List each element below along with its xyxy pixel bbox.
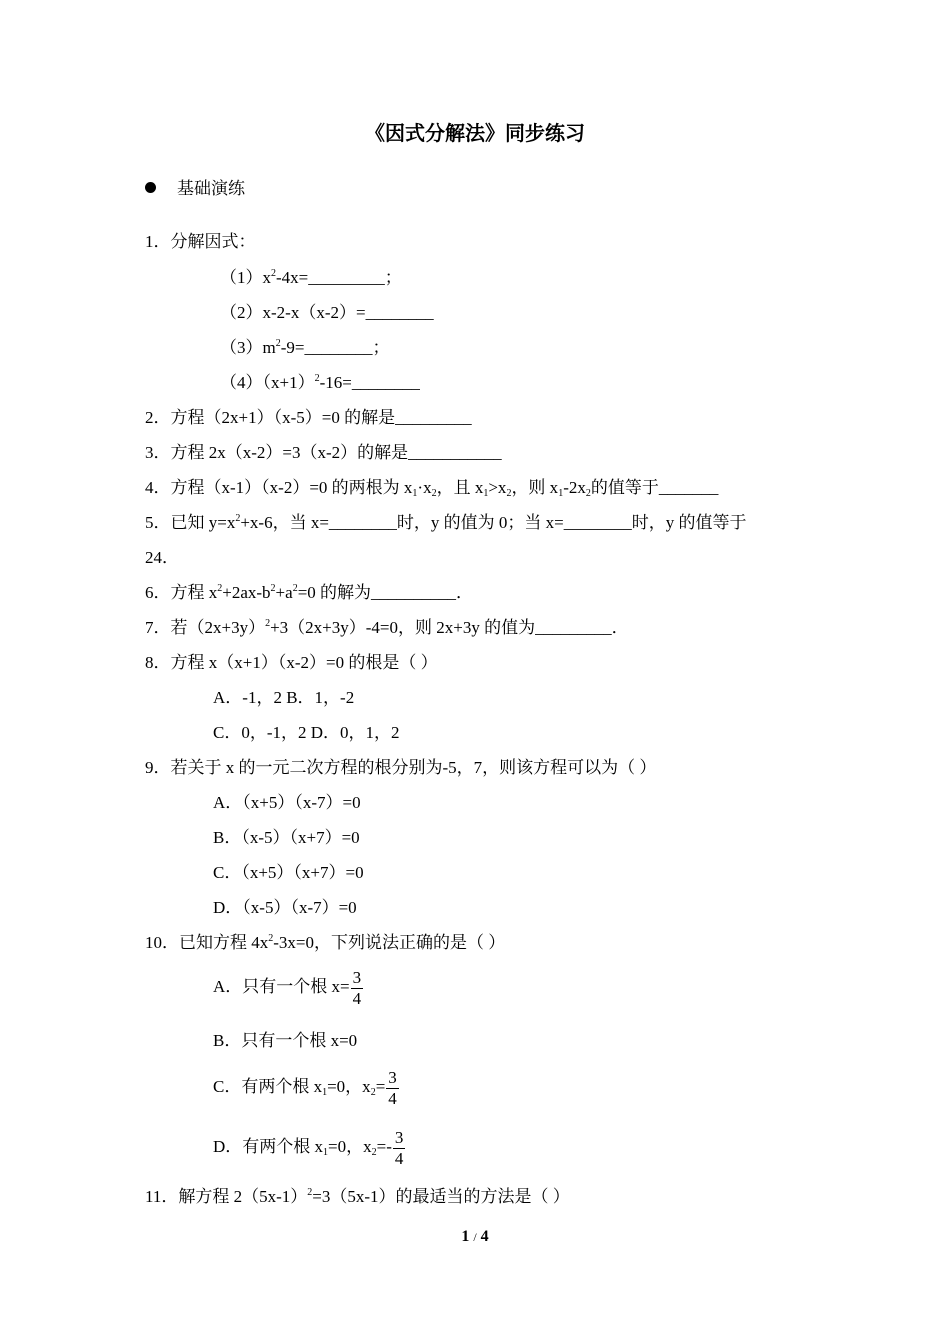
question-8-options-cd: C．0，-1，2 D．0，1，2 <box>213 723 400 742</box>
question-11: 11．解方程 $2(5x-1)^2=3(5x-1)$的最适当的方法是（ ） <box>145 1187 570 1206</box>
fraction: $\frac{3}{4}$ <box>388 1067 397 1108</box>
page-title: 《因式分解法》同步练习 <box>365 123 585 145</box>
question-7: 7．若$(2x+3y)^2+3(2x+3y)-4=0$，则 2x+3y 的值为_________． <box>145 618 629 637</box>
question-2: 2．方程（2x+1）（x-5）=0 的解是_________ <box>145 408 472 427</box>
section-heading <box>145 174 245 199</box>
question-10-stem: 10．已知方程 $4x^2-3x=0$，下列说法正确的是（ ） <box>145 933 506 952</box>
question-8-options-ab: A．-1，2 B．1，-2 <box>213 688 355 707</box>
question-9-option-d: D．（x-5）（x-7）=0 <box>213 898 357 917</box>
question-1-part-1: $(1)x^2-4x=\_\_\_\_\_\_\_\_\_$； <box>220 268 402 287</box>
fraction: $\frac{3}{4}$ <box>394 1127 404 1168</box>
fraction: $\frac{3}{4}$ <box>352 967 362 1008</box>
question-8-stem: 8．方程 x（x+1）（x-2）=0 的根是（ ） <box>145 653 438 672</box>
question-1-part-2: （2）x-2-x（x-2）=________ <box>220 303 434 322</box>
question-9-stem: 9．若关于 x 的一元二次方程的根分别为-5，7，则该方程可以为（ ） <box>145 758 657 777</box>
question-9-option-c: C．（x+5）（x+7）=0 <box>213 863 364 882</box>
question-10-option-c: C．有两个根 $x_1=0$，$x_2=$ $\frac{3}{4}$ <box>213 1067 397 1108</box>
question-9-option-b: B．（x-5）（x+7）=0 <box>213 828 360 847</box>
question-10-option-a: A．只有一个根 x= $\frac{3}{4}$ <box>213 967 362 1008</box>
section-label: 基础演练 <box>177 179 245 198</box>
question-9-option-a: A．（x+5）（x-7）=0 <box>213 793 361 812</box>
question-1-part-4: $(4)(x+1)^2-16=\_\_\_\_\_\_\_\_$ <box>220 373 420 392</box>
question-5: 5．已知 $y=x^2+x-6$，当 x=________时，y 的值为 0；当 x=________时，y 的值等于 <box>145 513 747 532</box>
bullet-icon <box>145 182 156 193</box>
question-3: 3．方程 2x（x-2）=3（x-2）的解是___________ <box>145 443 502 462</box>
question-5-continued: 24． <box>145 548 179 567</box>
question-4: 4．方程（x-1）（x-2）=0 的两根为 $x_1\cdot x_2$，且 $x_1>x_2$，则 $x_1-2x_2$的值等于_______ <box>145 478 719 499</box>
page-number: 1 / 4 <box>461 1228 489 1245</box>
question-1-part-3: $(3)m^2-9=\_\_\_\_\_\_\_\_$； <box>220 338 390 357</box>
question-10-option-b: B．只有一个根 x=0 <box>213 1031 358 1050</box>
question-6: 6．方程 $x^2+2ax-b^2+a^2=0$ 的解为__________． <box>145 583 474 602</box>
question-10-option-d: D．有两个根 $x_1=0$，$x_2=-$ $\frac{3}{4}$ <box>213 1127 404 1168</box>
question-1-stem: 1．分解因式： <box>145 232 256 251</box>
